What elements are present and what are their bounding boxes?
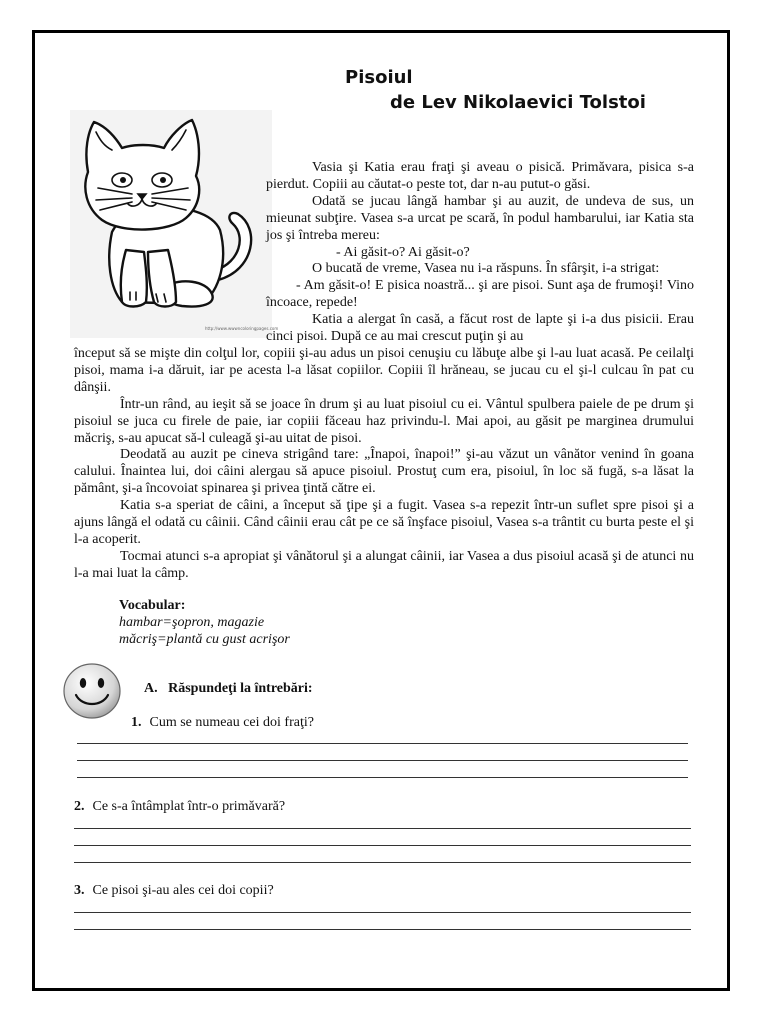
story-text	[74, 160, 694, 583]
story-paragraph: început să se mişte din colţul lor, copiii şi-au adus un pisoi cenuşiu cu lăbuţe albe şi l-au luat acasă. Pe ceilalţi pisoi, mama i-a dăruit, iar pe acesta l-a lăsat copiilor. Copiii îl hrăneau, se jucau cu el şi-l culcau în pat cu dânşii.	[74, 345, 694, 395]
answer-line[interactable]	[77, 760, 688, 761]
question-text: Ce pisoi şi-au ales cei doi copii?	[92, 883, 274, 898]
story-paragraph: Vasia şi Katia erau fraţi şi aveau o pisică. Primăvara, pisica s-a pierdut. Copiii au căutat-o peste tot, dar n-au putut-o găsi.	[266, 160, 694, 192]
question-number: 2.	[74, 799, 85, 814]
question-3	[74, 883, 274, 899]
vocabulary-heading: Vocabular:	[119, 598, 186, 613]
story-paragraph: - Ai găsit-o? Ai găsit-o?	[336, 244, 470, 260]
question-2	[74, 799, 285, 815]
story-paragraph: - Am găsit-o! E pisica noastră... şi are pisoi. Sunt aşa de frumoşi! Vino încoace, repede!	[266, 278, 694, 311]
answer-line[interactable]	[77, 743, 688, 744]
section-a-heading	[144, 681, 313, 697]
answer-line[interactable]	[74, 845, 691, 846]
question-number: 1.	[131, 715, 142, 730]
story-paragraph: Katia s-a speriat de câini, a început să ţipe şi a fugit. Vasea s-a repezit într-un suflet spre pisoi şi a ajuns lângă el odată cu câinii. Când câinii erau cât pe ce să înşface pisoiul, Vasea s-a trântit cu burta peste el şi l-a acoperit.	[74, 498, 694, 547]
answer-line[interactable]	[77, 777, 688, 778]
story-paragraph: Tocmai atunci s-a apropiat şi vânătorul şi a alungat câinii, iar Vasea a dus pisoiul acasă şi de atunci nu l-a mai luat la câmp.	[74, 548, 694, 581]
answer-line[interactable]	[74, 929, 691, 930]
question-1	[131, 715, 314, 731]
section-a-label: Răspundeţi la întrebări:	[168, 681, 313, 696]
story-paragraph: Într-un rând, au ieşit să se joace în drum şi au luat pisoiul cu ei. Vântul spulbera paiele de pe drum şi pisoiul se juca cu firele de paie, iar copiii făceau haz privindu-l. Mai apoi, au găsit pe marginea drumului măcriş, s-au apucat să-l culeagă şi-au uitat de pisoi.	[74, 396, 694, 446]
vocabulary-item: măcriş=plantă cu gust acrişor	[119, 632, 290, 647]
vocabulary	[119, 597, 290, 648]
answer-line[interactable]	[74, 912, 691, 913]
answer-line[interactable]	[74, 828, 691, 829]
story-paragraph: O bucată de vreme, Vasea nu i-a răspuns. În sfârşit, i-a strigat:	[312, 261, 660, 277]
question-text: Cum se numeau cei doi fraţi?	[149, 715, 314, 730]
smiley-face-icon	[62, 662, 122, 720]
story-title: Pisoiul	[345, 67, 413, 88]
story-paragraph: Deodată au auzit pe cineva strigând tare: „Înapoi, înapoi!” şi-au văzut un vânător venind în goana calului. Înaintea lui, doi câini alergau să apuce pisoiul. Prostuţ cum era, pisoiul, în loc să fugă, s-a lăsat la pământ, şi-a încovoiat spinarea şi privea ţintă către ei.	[74, 447, 694, 497]
story-paragraph: Odată se jucau lângă hambar şi au auzit, de undeva de sus, un mieunat subţire. Vasea s-a urcat pe scară, în podul hambarului, iar Katia sta jos şi întreba mereu:	[266, 193, 694, 243]
section-a-marker: A.	[144, 681, 158, 696]
question-number: 3.	[74, 883, 85, 898]
story-paragraph: Katia a alergat în casă, a făcut rost de lapte şi i-a dus pisicii. Erau cinci pisoi. După ce au mai crescut puţin şi au	[266, 312, 694, 345]
answer-line[interactable]	[74, 862, 691, 863]
question-text: Ce s-a întâmplat într-o primăvară?	[92, 799, 286, 814]
image-credit: http://www.wwwncoloringpages.com	[205, 326, 279, 331]
story-author: de Lev Nikolaevici Tolstoi	[390, 92, 646, 113]
vocabulary-item: hambar=şopron, magazie	[119, 615, 265, 630]
